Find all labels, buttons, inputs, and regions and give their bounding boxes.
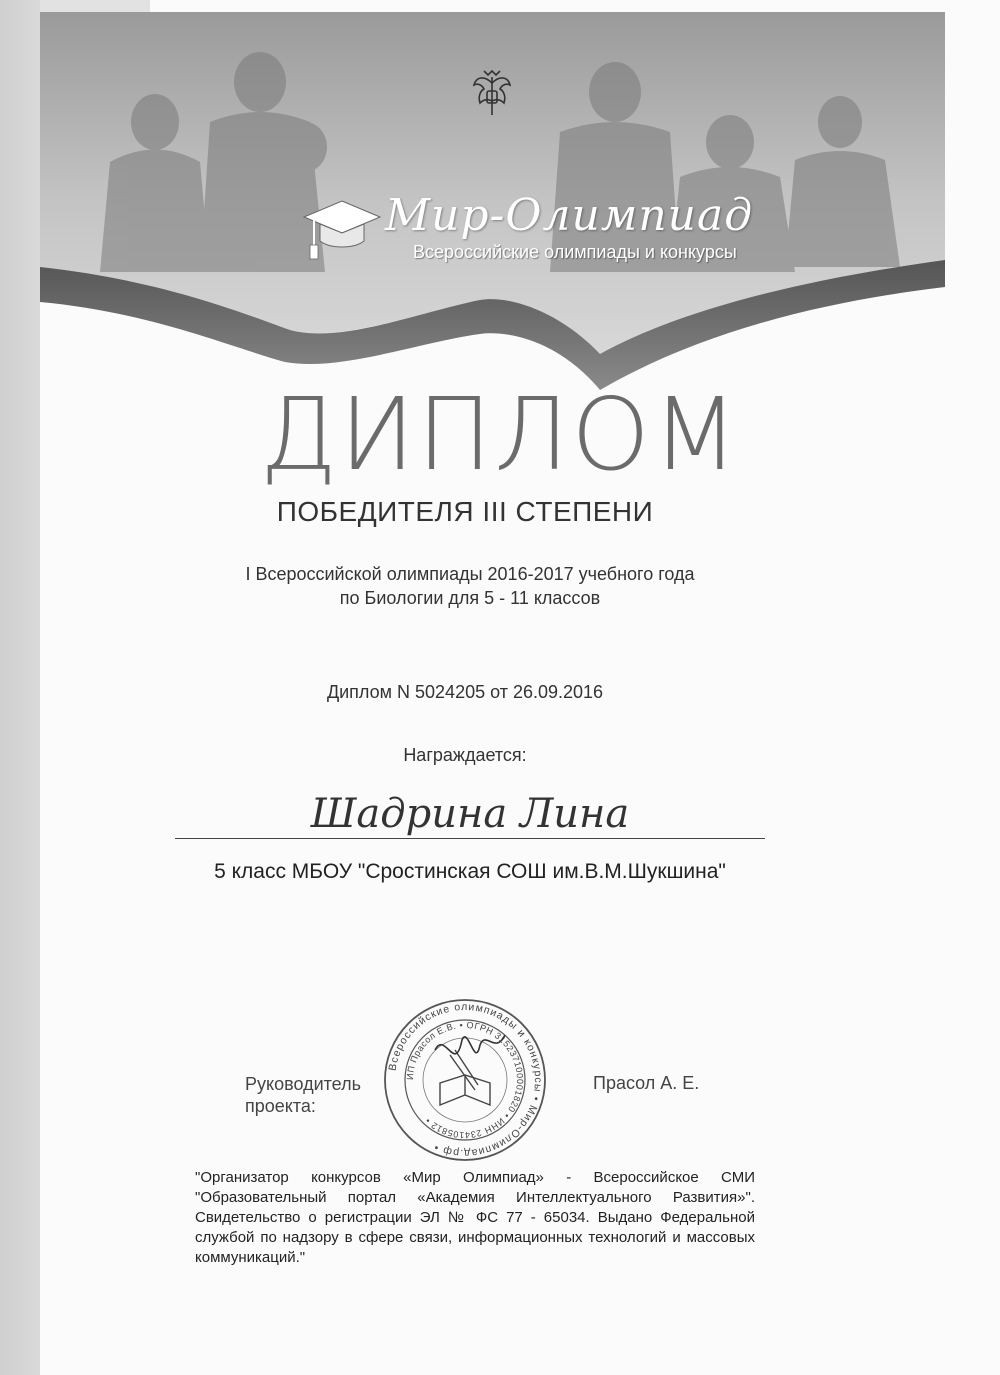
graduation-cap-icon [302,195,382,265]
olympiad-line-1: I Всероссийской олимпиады 2016-2017 учебного года [245,564,695,584]
diploma-number: Диплом N 5024205 от 26.09.2016 [326,682,604,702]
diploma-title: ДИПЛОМ [259,376,741,493]
awarded-label: Награждается: [403,745,527,765]
brand-block [385,192,785,263]
header-banner [40,12,945,392]
coat-of-arms-icon [470,67,514,119]
recipient-underline [175,838,765,839]
brand-name: Мир-Олимпиад [385,190,754,241]
svg-text:Всероссийские олимпиады и конк: Всероссийские олимпиады и конкурсы • Мир-Олимпиад.рф • [386,1000,545,1160]
brand-tagline: Всероссийские олимпиады и конкурсы [413,242,737,262]
project-head-label-line-2: проекта: [245,1096,316,1116]
project-head-name: Прасол А. Е. [593,1073,700,1093]
school-info: 5 класс МБОУ "Сростинская СОШ им.В.М.Шукшина" [214,860,726,883]
svg-text:ИП Прасол Е.В. • ОГРН 31523710: ИП Прасол Е.В. • ОГРН 315237100001820 • ИНН 234105812 • [404,1019,526,1141]
project-head-label [245,1073,361,1117]
organizer-note: "Организатор конкурсов «Мир Олимпиад» - Всероссийское СМИ "Образовательный портал «Академия Интеллектуального Развития»". Свидетельство о регистрации ЭЛ № ФС 77 - 65034. Выдано Федеральной службой по надзору в сфере связи, информационных технологий и массовых коммуникаций." [195,1169,755,1266]
project-head-label-line-1: Руководитель [245,1074,361,1094]
recipient-name: Шадрина Лина [310,791,630,837]
diploma-subtitle: ПОБЕДИТЕЛЯ III СТЕПЕНИ [276,496,654,527]
olympiad-description [0,562,940,610]
organization-stamp [380,995,550,1165]
olympiad-line-2: по Биологии для 5 - 11 классов [339,588,601,608]
